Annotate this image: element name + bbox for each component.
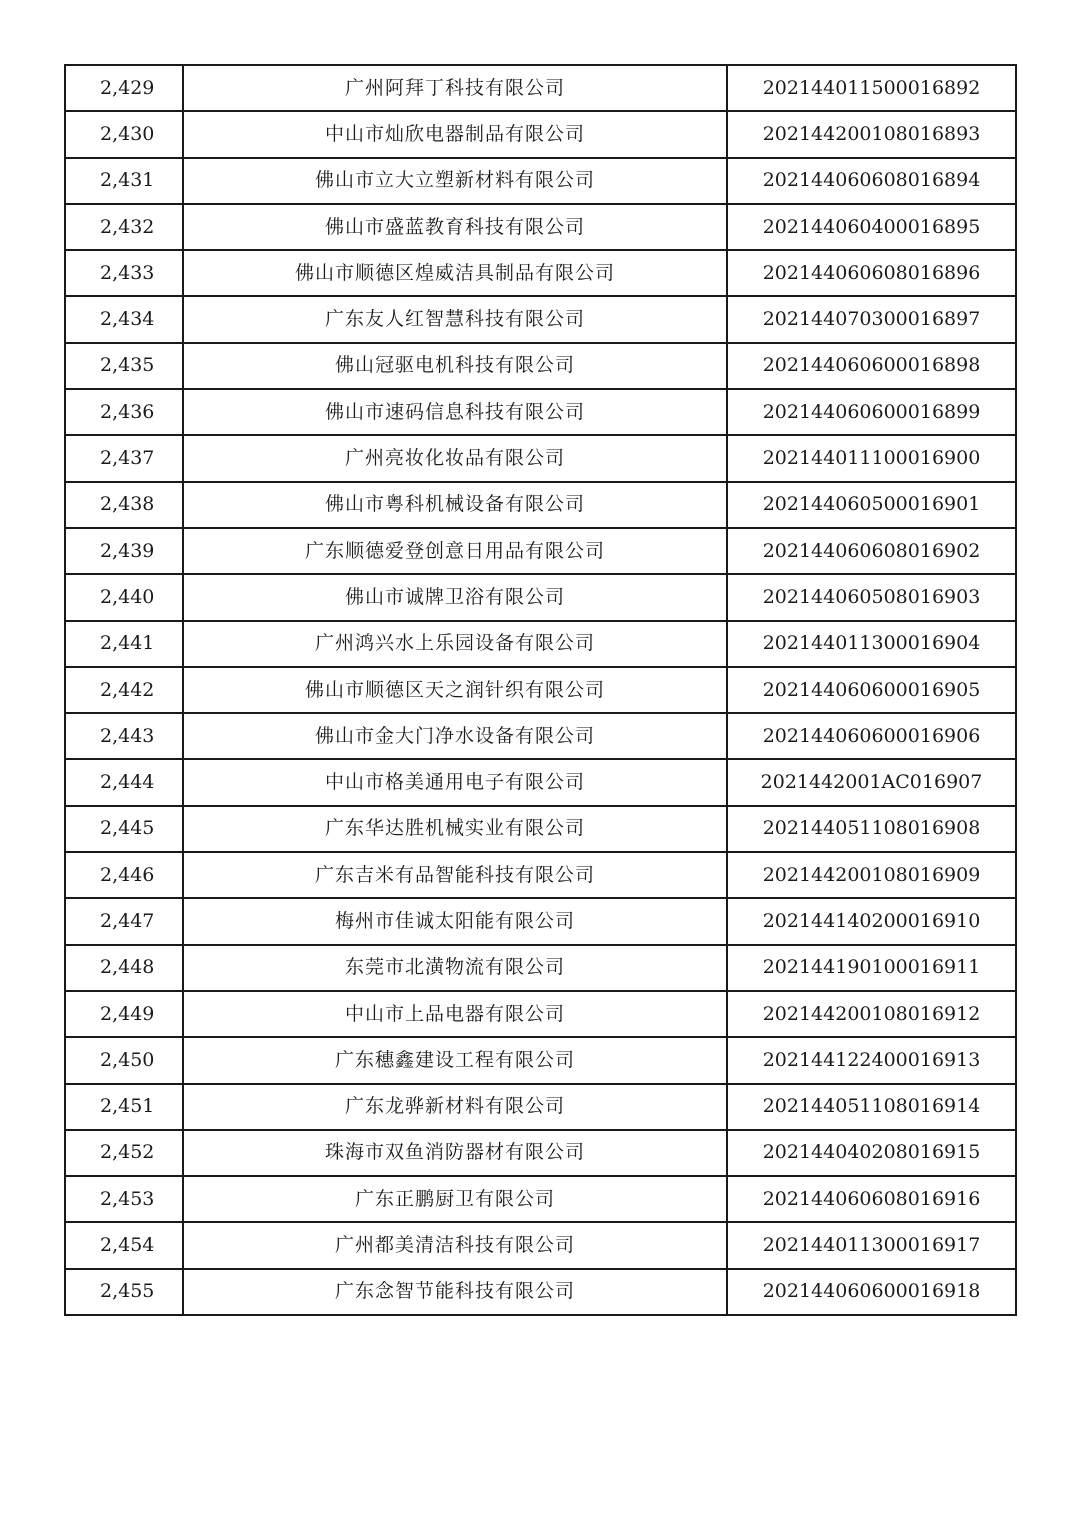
row-number: 2,433: [65, 250, 183, 296]
row-number: 2,449: [65, 991, 183, 1037]
company-name: 佛山市速码信息科技有限公司: [183, 389, 727, 435]
company-name: 珠海市双鱼消防器材有限公司: [183, 1130, 727, 1176]
registration-code: 202144051108016908: [727, 806, 1016, 852]
company-name: 广州阿拜丁科技有限公司: [183, 65, 727, 111]
company-name: 佛山冠驱电机科技有限公司: [183, 343, 727, 389]
company-name: 广东正鹏厨卫有限公司: [183, 1176, 727, 1222]
company-name: 中山市格美通用电子有限公司: [183, 759, 727, 805]
table-row: [65, 158, 1016, 204]
row-number: 2,454: [65, 1222, 183, 1268]
table-row: [65, 389, 1016, 435]
company-name: 广东念智节能科技有限公司: [183, 1269, 727, 1315]
table-row: [65, 945, 1016, 991]
registration-code: 202144040208016915: [727, 1130, 1016, 1176]
table-row: [65, 528, 1016, 574]
table-row: [65, 713, 1016, 759]
table-body: [65, 65, 1016, 1315]
row-number: 2,441: [65, 621, 183, 667]
table-row: [65, 204, 1016, 250]
row-number: 2,452: [65, 1130, 183, 1176]
table-row: [65, 482, 1016, 528]
row-number: 2,434: [65, 296, 183, 342]
table-row: [65, 1176, 1016, 1222]
registration-code: 202144122400016913: [727, 1037, 1016, 1083]
table-row: [65, 898, 1016, 944]
company-list-table: [64, 64, 1017, 1316]
registration-code: 202144190100016911: [727, 945, 1016, 991]
company-name: 广州亮妆化妆品有限公司: [183, 435, 727, 481]
registration-code: 202144060600016898: [727, 343, 1016, 389]
row-number: 2,430: [65, 111, 183, 157]
table-row: [65, 343, 1016, 389]
row-number: 2,450: [65, 1037, 183, 1083]
row-number: 2,451: [65, 1084, 183, 1130]
row-number: 2,432: [65, 204, 183, 250]
company-name: 广东吉米有品智能科技有限公司: [183, 852, 727, 898]
table-row: [65, 759, 1016, 805]
table-row: [65, 65, 1016, 111]
registration-code: 202144051108016914: [727, 1084, 1016, 1130]
row-number: 2,446: [65, 852, 183, 898]
registration-code: 202144060600016905: [727, 667, 1016, 713]
row-number: 2,439: [65, 528, 183, 574]
company-name: 广东友人红智慧科技有限公司: [183, 296, 727, 342]
table-row: [65, 111, 1016, 157]
table-row: [65, 250, 1016, 296]
table-row: [65, 296, 1016, 342]
company-name: 佛山市立大立塑新材料有限公司: [183, 158, 727, 204]
row-number: 2,440: [65, 574, 183, 620]
registration-code: 202144011300016917: [727, 1222, 1016, 1268]
company-name: 广东华达胜机械实业有限公司: [183, 806, 727, 852]
registration-code: 202144011300016904: [727, 621, 1016, 667]
registration-code: 202144060608016902: [727, 528, 1016, 574]
table-row: [65, 574, 1016, 620]
table-row: [65, 991, 1016, 1037]
registration-code: 202144200108016912: [727, 991, 1016, 1037]
table-row: [65, 806, 1016, 852]
registration-code: 202144060500016901: [727, 482, 1016, 528]
company-name: 佛山市盛蓝教育科技有限公司: [183, 204, 727, 250]
company-name: 佛山市诚牌卫浴有限公司: [183, 574, 727, 620]
table-row: [65, 1222, 1016, 1268]
registration-code: 202144060600016899: [727, 389, 1016, 435]
table-row: [65, 435, 1016, 481]
company-name: 广州都美清洁科技有限公司: [183, 1222, 727, 1268]
row-number: 2,447: [65, 898, 183, 944]
registration-code: 202144060608016916: [727, 1176, 1016, 1222]
row-number: 2,445: [65, 806, 183, 852]
registration-code: 202144060608016896: [727, 250, 1016, 296]
registration-code: 202144140200016910: [727, 898, 1016, 944]
company-name: 佛山市粤科机械设备有限公司: [183, 482, 727, 528]
company-name: 中山市上品电器有限公司: [183, 991, 727, 1037]
registration-code: 202144200108016909: [727, 852, 1016, 898]
company-name: 广东顺德爱登创意日用品有限公司: [183, 528, 727, 574]
registration-code: 202144060600016918: [727, 1269, 1016, 1315]
registration-code: 202144060508016903: [727, 574, 1016, 620]
row-number: 2,443: [65, 713, 183, 759]
registration-code: 202144011100016900: [727, 435, 1016, 481]
registration-code: 202144060400016895: [727, 204, 1016, 250]
table-row: [65, 1084, 1016, 1130]
row-number: 2,453: [65, 1176, 183, 1222]
table-row: [65, 667, 1016, 713]
company-name: 中山市灿欣电器制品有限公司: [183, 111, 727, 157]
row-number: 2,437: [65, 435, 183, 481]
registration-code: 202144011500016892: [727, 65, 1016, 111]
registration-code: 202144200108016893: [727, 111, 1016, 157]
company-name: 东莞市北潢物流有限公司: [183, 945, 727, 991]
row-number: 2,429: [65, 65, 183, 111]
registration-code: 202144060608016894: [727, 158, 1016, 204]
table-row: [65, 621, 1016, 667]
row-number: 2,442: [65, 667, 183, 713]
row-number: 2,438: [65, 482, 183, 528]
company-name: 广州鸿兴水上乐园设备有限公司: [183, 621, 727, 667]
row-number: 2,431: [65, 158, 183, 204]
company-name: 佛山市顺德区煌威洁具制品有限公司: [183, 250, 727, 296]
table-row: [65, 1130, 1016, 1176]
company-name: 佛山市金大门净水设备有限公司: [183, 713, 727, 759]
company-name: 佛山市顺德区天之润针织有限公司: [183, 667, 727, 713]
registration-code: 202144070300016897: [727, 296, 1016, 342]
registration-code: 2021442001AC016907: [727, 759, 1016, 805]
company-name: 梅州市佳诚太阳能有限公司: [183, 898, 727, 944]
row-number: 2,444: [65, 759, 183, 805]
company-name: 广东龙骅新材料有限公司: [183, 1084, 727, 1130]
row-number: 2,436: [65, 389, 183, 435]
row-number: 2,435: [65, 343, 183, 389]
row-number: 2,455: [65, 1269, 183, 1315]
table-row: [65, 852, 1016, 898]
registration-code: 202144060600016906: [727, 713, 1016, 759]
table-row: [65, 1269, 1016, 1315]
row-number: 2,448: [65, 945, 183, 991]
company-name: 广东穗鑫建设工程有限公司: [183, 1037, 727, 1083]
table-row: [65, 1037, 1016, 1083]
